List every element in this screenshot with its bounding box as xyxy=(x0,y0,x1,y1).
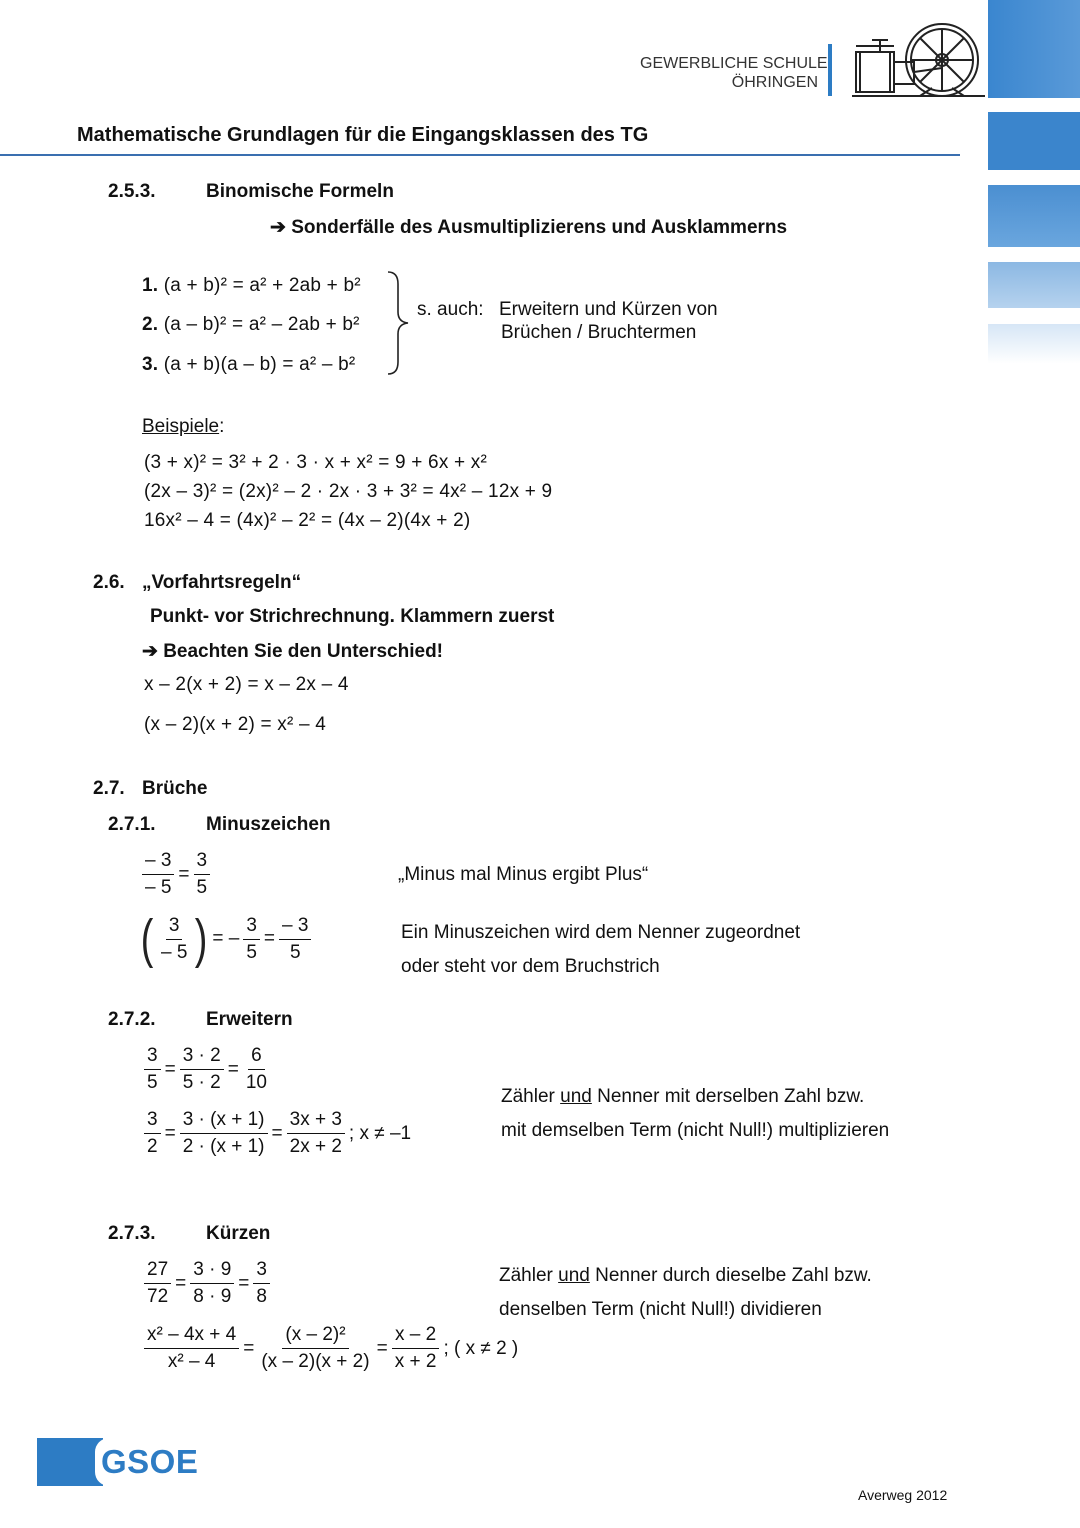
expand-condition: ; x ≠ –1 xyxy=(348,1122,412,1144)
precedence-eq-1: x – 2(x + 2) = x – 2x – 4 xyxy=(144,674,349,695)
section-2-7-title: Brüche xyxy=(142,778,208,799)
reduce-rule-line1: Zähler und Nenner durch dieselbe Zahl bzw. xyxy=(499,1265,872,1286)
section-2-7-3-number: 2.7.3. xyxy=(108,1223,156,1244)
decor-bar-5 xyxy=(988,324,1080,364)
curly-brace-icon xyxy=(384,268,414,383)
fraction: $\frac{- 3}{- 5}$ xyxy=(142,848,174,901)
section-2-7-2-title: Erweitern xyxy=(206,1009,293,1030)
see-also-line2: Brüchen / Bruchtermen xyxy=(501,322,697,343)
school-line1: GEWERBLICHE SCHULE xyxy=(640,55,828,72)
minus-fraction-row-2: ( $\frac{3}{- 5}$ ) = – $\frac{3}{5}$ = $\frac{- 3}{5}$ xyxy=(138,912,313,966)
decor-bar-2 xyxy=(988,112,1080,170)
fraction: $\frac{3 \cdot 9}{8 \cdot 9}$ xyxy=(190,1257,234,1310)
decor-bar-4 xyxy=(988,262,1080,308)
reduce-example-2: $\frac{\text{x² – 4x + 4}}{\text{x² – 4}}$ = $\frac{\text{(x – 2)²}}{(x - 2)(x + 2)}$ = $\frac{x - 2}{x + 2}$ ; ( x ≠ 2 ) xyxy=(142,1322,520,1375)
fraction: $\frac{3}{5}$ xyxy=(194,848,211,901)
difference-note: Beachten Sie den Unterschied! xyxy=(163,641,443,662)
header-divider xyxy=(828,44,832,96)
section-2-6-title: „Vorfahrtsregeln“ xyxy=(142,572,302,593)
fraction: $\frac{27}{72}$ xyxy=(144,1257,171,1310)
binomial-formula-1: 1. (a + b)² = a² + 2ab + b² xyxy=(142,275,361,296)
example-2: (2x – 3)² = (2x)² – 2 · 2x · 3 + 3² = 4x² – 12x + 9 xyxy=(144,481,553,502)
section-2-7-2-number: 2.7.2. xyxy=(108,1009,156,1030)
fraction: $\frac{x - 2}{x + 2}$ xyxy=(392,1322,440,1375)
section-2-6-number: 2.6. xyxy=(93,572,125,593)
fraction: $\frac{- 3}{5}$ xyxy=(279,913,311,966)
section-2-7-1-title: Minuszeichen xyxy=(206,814,331,835)
difference-note-row xyxy=(142,640,443,663)
section-2-7-1-number: 2.7.1. xyxy=(108,814,156,835)
precedence-rule: Punkt- vor Strichrechnung. Klammern zuerst xyxy=(150,606,555,627)
arrow-right-icon: ➔ xyxy=(270,217,286,238)
precedence-eq-2: (x – 2)(x + 2) = x² – 4 xyxy=(144,714,326,735)
author-credit: Averweg 2012 xyxy=(858,1487,948,1503)
expand-example-1: $\frac{3}{5}$ = $\frac{3 \cdot 2}{5 \cdot 2}$ = $\frac{6}{10}$ xyxy=(142,1043,272,1096)
example-3: 16x² – 4 = (4x)² – 2² = (4x – 2)(4x + 2) xyxy=(144,510,471,531)
section-2-5-3-number: 2.5.3. xyxy=(108,181,156,202)
school-name xyxy=(640,54,828,92)
title-underline xyxy=(0,154,960,156)
fraction: $\frac{6}{10}$ xyxy=(245,1045,267,1093)
fraction: $\frac{\text{(x – 2)²}}{(x - 2)(x + 2)}$ xyxy=(261,1324,370,1372)
fraction: $\frac{3 \cdot 2}{5 \cdot 2}$ xyxy=(180,1043,224,1096)
decor-bar-3 xyxy=(988,185,1080,247)
minus-fraction-row-1: $\frac{- 3}{- 5}$ = $\frac{3}{5}$ xyxy=(140,848,212,901)
gsoe-logo-text: GSOE xyxy=(101,1443,199,1480)
fraction: $\frac{3 \cdot (x + 1)}{2 \cdot (x + 1)}$ xyxy=(180,1107,268,1160)
gsoe-logo-bar xyxy=(37,1438,103,1486)
fraction: $\frac{3}{2}$ xyxy=(144,1107,161,1160)
examples-heading: Beispiele: xyxy=(142,416,225,437)
example-1: (3 + x)² = 3² + 2 · 3 · x + x² = 9 + 6x + x² xyxy=(144,452,488,473)
section-2-5-3-subtitle-row xyxy=(270,216,787,239)
fraction: $\frac{3}{5}$ xyxy=(144,1043,161,1096)
section-2-7-3-title: Kürzen xyxy=(206,1223,271,1244)
section-2-5-3-title: Binomische Formeln xyxy=(206,181,394,202)
binomial-formula-3: 3. (a + b)(a – b) = a² – b² xyxy=(142,354,356,375)
section-2-5-3-subtitle: Sonderfälle des Ausmultiplizierens und Ausklammerns xyxy=(291,217,788,238)
arrow-right-icon: ➔ xyxy=(142,641,158,662)
minus-rule-text: „Minus mal Minus ergibt Plus“ xyxy=(398,864,649,885)
minus-fraction-bar-text: oder steht vor dem Bruchstrich xyxy=(401,956,660,977)
binomial-formula-2: 2. (a – b)² = a² – 2ab + b² xyxy=(142,314,360,335)
expand-rule-line1: Zähler und Nenner mit derselben Zahl bzw. xyxy=(501,1086,865,1107)
school-line2: ÖHRINGEN xyxy=(731,74,818,91)
reduce-condition: ; ( x ≠ 2 ) xyxy=(443,1337,519,1359)
fraction: $\frac{3x + 3}{2x + 2}$ xyxy=(287,1107,345,1160)
see-also-label: s. auch: xyxy=(417,299,484,320)
decor-bar-1 xyxy=(988,0,1080,98)
reduce-rule-line2: denselben Term (nicht Null!) dividieren xyxy=(499,1299,822,1320)
see-also-line1: Erweitern und Kürzen von xyxy=(499,299,718,320)
fraction: $\frac{\text{x² – 4x + 4}}{\text{x² – 4}}$ xyxy=(144,1322,239,1375)
fraction: $\frac{3}{8}$ xyxy=(253,1257,270,1310)
document-title: Mathematische Grundlagen für die Eingangsklassen des TG xyxy=(77,124,649,146)
fraction: $\frac{3}{5}$ xyxy=(243,913,260,966)
steam-engine-logo xyxy=(850,18,990,105)
gsoe-logo xyxy=(37,1438,197,1486)
section-2-7-number: 2.7. xyxy=(93,778,125,799)
expand-example-2: $\frac{3}{2}$ = $\frac{3 \cdot (x + 1)}{2 \cdot (x + 1)}$ = $\frac{3x + 3}{2x + 2}$ ; x ≠ –1 xyxy=(142,1107,413,1160)
expand-rule-line2: mit demselben Term (nicht Null!) multiplizieren xyxy=(501,1120,890,1141)
fraction: $\frac{3}{- 5}$ xyxy=(160,914,188,963)
reduce-example-1: $\frac{27}{72}$ = $\frac{3 \cdot 9}{8 \cdot 9}$ = $\frac{3}{8}$ xyxy=(142,1257,272,1310)
minus-denominator-text: Ein Minuszeichen wird dem Nenner zugeordnet xyxy=(401,922,801,943)
